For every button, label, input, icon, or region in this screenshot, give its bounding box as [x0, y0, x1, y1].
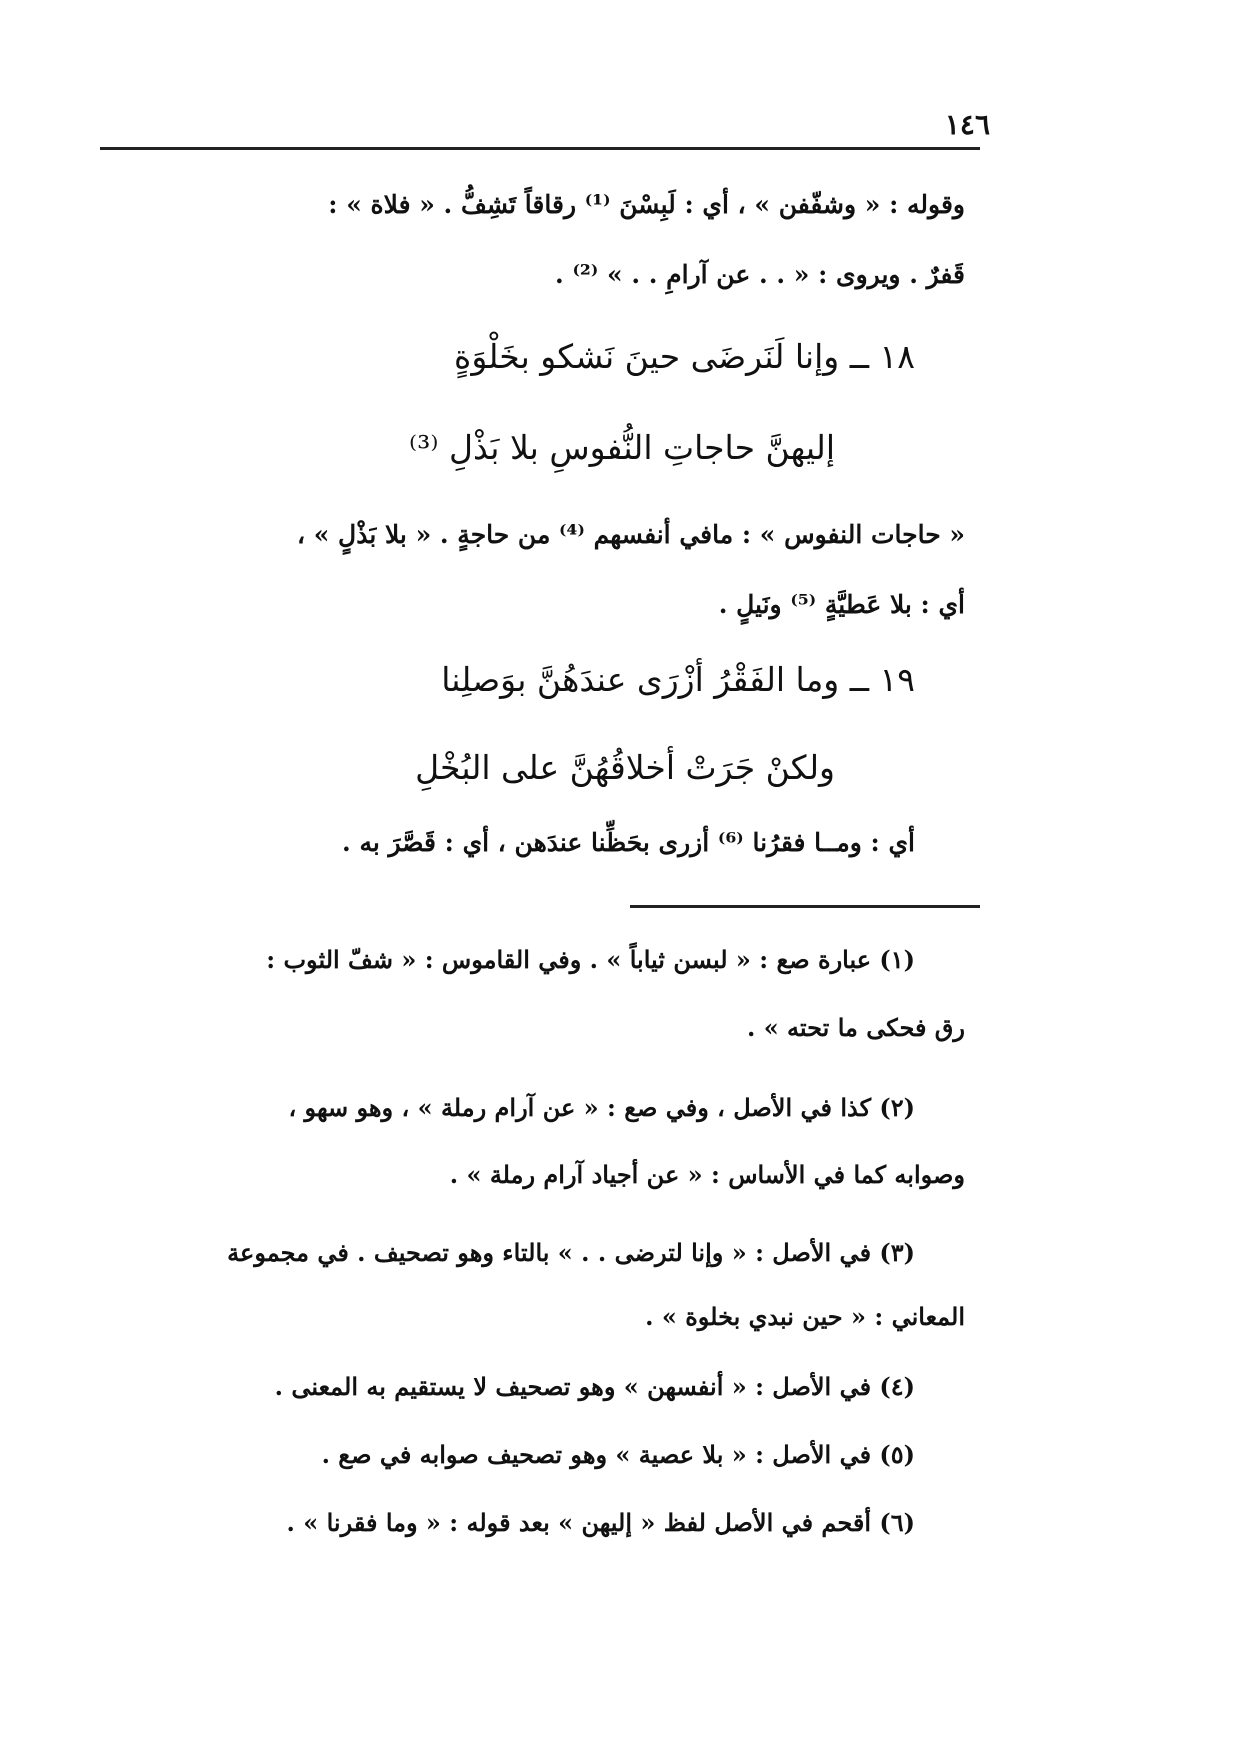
- verse-19-first-hemistich: ١٩ ــ وما الفَقْرُ أزْرَى عندَهُنَّ بوَصلِنا: [441, 660, 915, 699]
- header-rule: [100, 147, 980, 150]
- commentary-line: قَفرٌ . ويروى : « . . عن آرامِ . . » ⁽²⁾ .: [555, 260, 965, 289]
- footnote-5: (٥) في الأصل : « بلا عصية » وهو تصحيف صوابه في صع .: [321, 1440, 915, 1469]
- footnote-1-continued: رق فحكى ما تحته » .: [746, 1013, 965, 1042]
- footnote-3: (٣) في الأصل : « وإنا لترضى . . » بالتاء وهو تصحيف . في مجموعة: [227, 1238, 915, 1267]
- verse-19-second-hemistich: ولكنْ جَرَتْ أخلاقُهُنَّ على البُخْلِ: [415, 748, 835, 787]
- commentary-line: أي : بلا عَطيَّةٍ ⁽⁵⁾ ونَيلٍ .: [718, 590, 965, 619]
- page-number: ١٤٦: [944, 108, 990, 141]
- footnote-6: (٦) أقحم في الأصل لفظ « إليهن » بعد قوله : « وما فقرنا » .: [286, 1508, 915, 1537]
- verse-18-first-hemistich: ١٨ ــ وإنا لَنَرضَى حينَ نَشكو بخَلْوَةٍ: [454, 337, 915, 376]
- verse-18-second-hemistich: إليهنَّ حاجاتِ النُّفوسِ بلا بَذْلِ ⁽³⁾: [409, 428, 835, 467]
- footnote-4: (٤) في الأصل : « أنفسهن » وهو تصحيف لا يستقيم به المعنى .: [274, 1372, 915, 1401]
- footnote-separator: [630, 905, 980, 908]
- commentary-line: وقوله : « وشفّفن » ، أي : لَبِسْنَ ⁽¹⁾ رقاقاً تَشِفُّ . « فلاة » :: [328, 190, 965, 219]
- footnote-2: (٢) كذا في الأصل ، وفي صع : « عن آرام رملة » ، وهو سهو ،: [288, 1093, 915, 1122]
- footnote-1: (١) عبارة صع : « لبسن ثياباً » . وفي القاموس : « شفّ الثوب :: [266, 945, 915, 974]
- footnote-2-continued: وصوابه كما في الأساس : « عن أجياد آرام رملة » .: [449, 1160, 965, 1189]
- commentary-line: أي : ومــا فقرُنا ⁽⁶⁾ أزرى بحَظِّنا عندَهن ، أي : قَصَّرَ به .: [342, 828, 915, 857]
- footnote-3-continued: المعاني : « حين نبدي بخلوة » .: [645, 1302, 965, 1331]
- commentary-line: « حاجات النفوس » : مافي أنفسهم ⁽⁴⁾ من حاجةٍ . « بلا بَذْلٍ » ،: [296, 520, 965, 549]
